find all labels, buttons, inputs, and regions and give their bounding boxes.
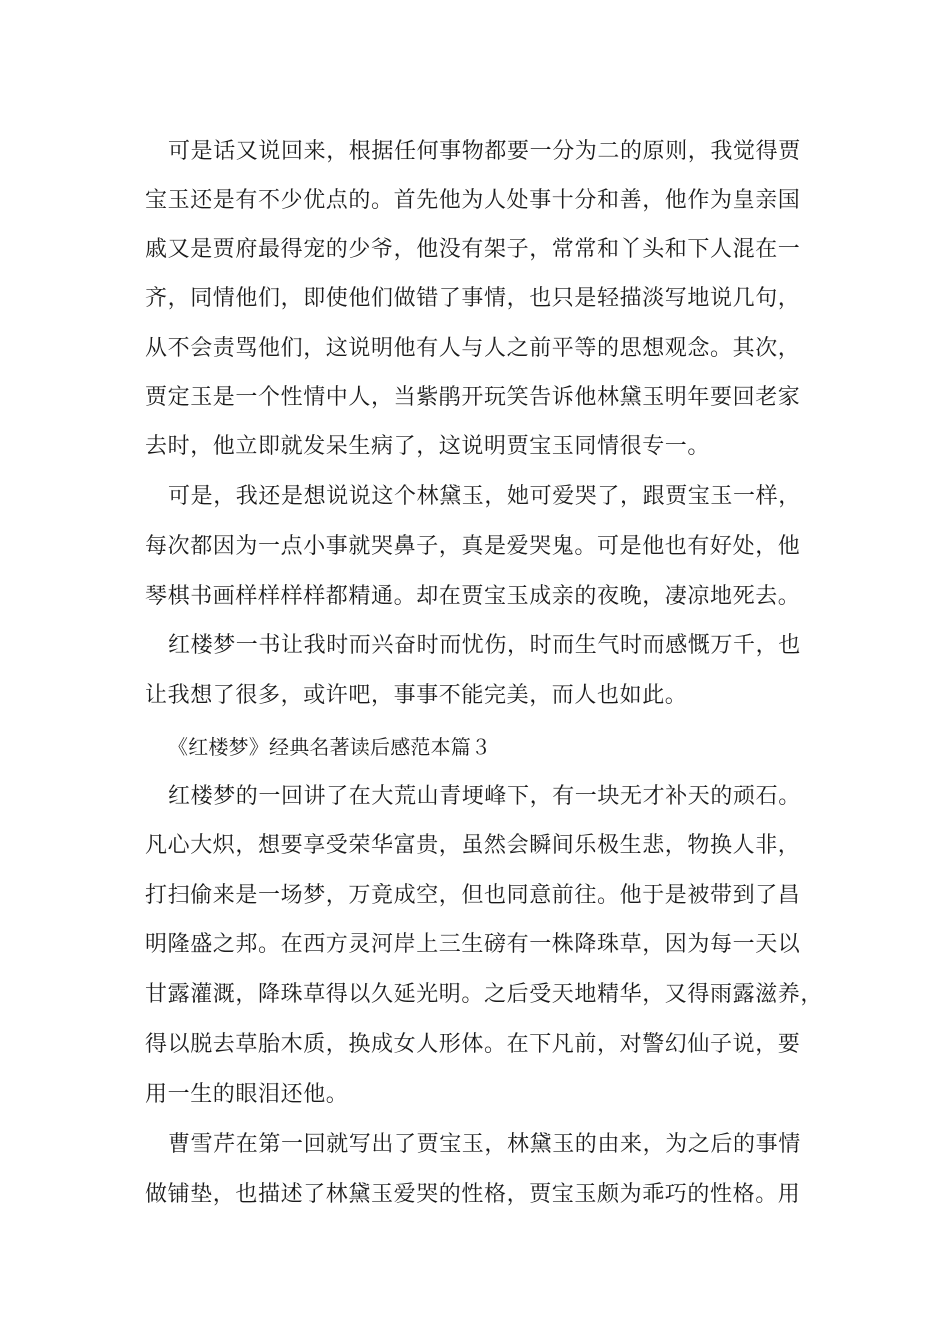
paragraph-1-line-3: 戚又是贾府最得宠的少爷，他没有架子，常常和丫头和下人混在一 xyxy=(145,237,801,262)
paragraph-4-line-3: 打扫偷来是一场梦，万竟成空，但也同意前往。他于是被带到了昌 xyxy=(145,883,801,908)
paragraph-1-line-5: 从不会责骂他们，这说明他有人与人之前平等的思想观念。其次， xyxy=(145,336,801,361)
paragraph-2-line-1: 可是，我还是想说说这个林黛玉，她可爱哭了，跟贾宝玉一样， xyxy=(168,484,801,509)
paragraph-4-line-5: 甘露灌溉，降珠草得以久延光明。之后受天地精华，又得雨露滋养， xyxy=(145,982,824,1007)
paragraph-2-line-3: 琴棋书画样样样样都精通。却在贾宝玉成亲的夜晚，凄凉地死去。 xyxy=(145,584,801,609)
paragraph-2-line-2: 每次都因为一点小事就哭鼻子，真是爱哭鬼。可是他也有好处，他 xyxy=(145,534,801,559)
paragraph-4-line-7: 用一生的眼泪还他。 xyxy=(145,1082,349,1107)
paragraph-1-line-2: 宝玉还是有不少优点的。首先他为人处事十分和善，他作为皇亲国 xyxy=(145,188,801,213)
paragraph-4-line-2: 凡心大炽，想要享受荣华富贵，虽然会瞬间乐极生悲，物换人非， xyxy=(145,833,801,858)
paragraph-4-line-1: 红楼梦的一回讲了在大荒山青埂峰下，有一块无才补天的顽石。 xyxy=(168,784,801,809)
paragraph-3-line-1: 红楼梦一书让我时而兴奋时而忧伤，时而生气时而感慨万千，也 xyxy=(168,633,801,658)
paragraph-1-line-7: 去时，他立即就发呆生病了，这说明贾宝玉同情很专一。 xyxy=(145,434,711,459)
paragraph-1-line-1: 可是话又说回来，根据任何事物都要一分为二的原则，我觉得贾 xyxy=(168,139,801,164)
paragraph-5-line-1: 曹雪芹在第一回就写出了贾宝玉，林黛玉的由来，为之后的事情 xyxy=(168,1132,801,1157)
paragraph-4-line-4: 明隆盛之邦。在西方灵河岸上三生磅有一株降珠草，因为每一天以 xyxy=(145,932,801,957)
paragraph-5-line-2: 做铺垫，也描述了林黛玉爱哭的性格，贾宝玉颇为乖巧的性格。用 xyxy=(145,1182,801,1207)
section-heading: 《红楼梦》经典名著读后感范本篇３ xyxy=(168,735,492,759)
paragraph-1-line-4: 齐，同情他们，即使他们做错了事情，也只是轻描淡写地说几句， xyxy=(145,286,801,311)
paragraph-3-line-2: 让我想了很多，或许吧，事事不能完美，而人也如此。 xyxy=(145,683,688,708)
paragraph-1-line-6: 贾定玉是一个性情中人，当紫鹃开玩笑告诉他林黛玉明年要回老家 xyxy=(145,385,801,410)
paragraph-4-line-6: 得以脱去草胎木质，换成女人形体。在下凡前，对警幻仙子说，要 xyxy=(145,1032,801,1057)
